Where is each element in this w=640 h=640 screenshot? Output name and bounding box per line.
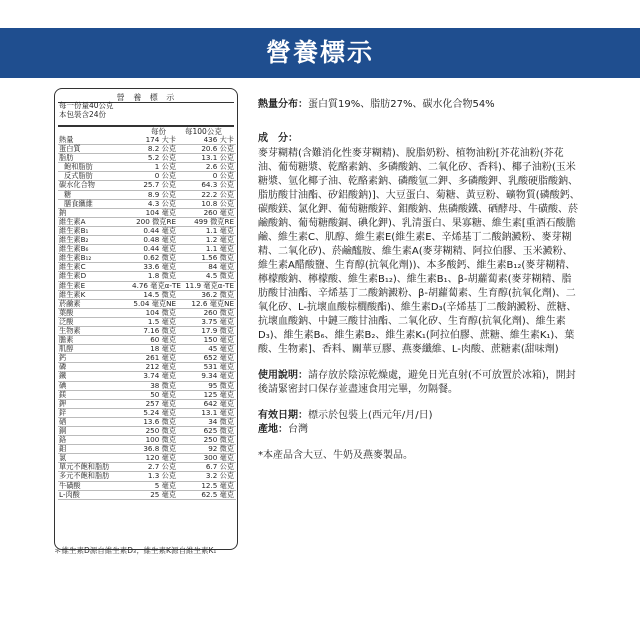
per-serving-value: 38 微克 <box>150 380 176 390</box>
per-100g-value: 531 毫克 <box>203 362 234 372</box>
nutrition-facts-table <box>54 88 238 550</box>
per-serving-value: 0.62 微克 <box>143 253 176 263</box>
per-100g-value: 3.75 毫克 <box>201 316 234 326</box>
nutrient-name: 反式脂肪 <box>64 171 93 181</box>
nutrient-name: 蛋白質 <box>59 144 81 154</box>
product-info-panel <box>258 98 580 463</box>
nutrition-row <box>58 491 236 500</box>
serving-info <box>59 102 114 119</box>
per-serving-value: 5.2 公克 <box>147 153 176 163</box>
per-serving-value: 104 微克 <box>145 307 176 317</box>
nutrient-name: 膽素 <box>59 335 74 345</box>
per-100g-value: 12.5 毫克 <box>201 480 234 490</box>
nutrient-name: 多元不飽和脂肪 <box>59 471 110 481</box>
expiry-text: 標示於包裝上(西元年/月/日) <box>308 410 433 421</box>
servings-per-pack: 本包裝含24份 <box>59 109 107 119</box>
serving-size: 每一份量40公克 <box>59 101 114 110</box>
per-100g-value: 260 微克 <box>203 307 234 317</box>
per-100g-value: 6.7 公克 <box>205 462 234 472</box>
nutrient-name: 維生素B₆ <box>59 244 89 254</box>
per-100g-value: 499 微克RE <box>194 216 234 226</box>
nutrient-name: 維生素B₂ <box>59 235 89 245</box>
per-100g-value: 11.9 毫克α-TE <box>185 280 234 290</box>
per-serving-value: 4.3 公克 <box>147 198 176 208</box>
per-serving-value: 250 微克 <box>145 426 176 435</box>
per-serving-value: 2.7 公克 <box>147 462 176 472</box>
per-100g-value: 2.6 公克 <box>205 162 234 172</box>
nutrient-name: 鈣 <box>59 353 67 363</box>
origin-text: 台灣 <box>288 424 308 435</box>
per-serving-value: 0.48 毫克 <box>143 235 176 245</box>
per-100g-value: 12.6 毫克NE <box>191 298 234 308</box>
nutrient-name: 碳水化合物 <box>59 180 95 190</box>
per-100g-value: 36.2 微克 <box>201 289 234 299</box>
per-100g-value: 22.2 公克 <box>201 189 234 199</box>
per-100g-value: 13.1 毫克 <box>201 407 234 417</box>
origin-label: 產地： <box>258 424 288 435</box>
per-serving-value: 8.9 公克 <box>147 189 176 199</box>
per-serving-value: 14.5 微克 <box>143 289 176 299</box>
per-serving-value: 200 微克RE <box>136 216 176 226</box>
nutrient-name: 維生素B₁ <box>59 225 89 235</box>
nutrition-table-title: 營 養 標 示 <box>116 93 178 102</box>
per-serving-value: 60 毫克 <box>150 335 176 345</box>
nutrient-name: 維生素E <box>59 280 86 290</box>
per-serving-value: 7.16 微克 <box>143 325 176 335</box>
per-100g-value: 1.2 毫克 <box>205 235 234 245</box>
per-100g-value: 652 毫克 <box>203 353 234 363</box>
per-serving-value: 1.5 毫克 <box>147 316 176 326</box>
nutrient-name: 鉀 <box>59 398 67 408</box>
per-serving-value: 0.44 毫克 <box>143 244 176 254</box>
nutrient-name: 碘 <box>59 380 67 390</box>
per-100g-value: 95 微克 <box>208 380 234 390</box>
per-serving-value: 104 毫克 <box>145 207 176 217</box>
nutrient-name: 磷 <box>59 362 67 372</box>
per-100g-value: 260 毫克 <box>203 207 234 217</box>
per-serving-value: 5.04 毫克NE <box>133 298 176 308</box>
nutrient-name: 膳食纖維 <box>64 198 93 208</box>
nutrient-name: 銅 <box>59 426 67 435</box>
nutrient-name: 葉酸 <box>59 307 74 317</box>
per-serving-value: 13.6 微克 <box>143 416 176 426</box>
per-serving-value: 25 毫克 <box>150 489 176 499</box>
column-header-per-serving: 每份 <box>151 127 166 136</box>
per-100g-value: 300 毫克 <box>203 453 234 463</box>
per-serving-value: 212 毫克 <box>145 362 176 372</box>
per-100g-value: 64.3 公克 <box>201 180 234 190</box>
per-100g-value: 3.2 公克 <box>205 471 234 481</box>
per-serving-value: 3.74 毫克 <box>143 371 176 381</box>
nutrient-name: 泛酸 <box>59 316 74 326</box>
nutrient-name: 飽和脂肪 <box>64 162 93 172</box>
calorie-distribution-value: 蛋白質19%、脂肪27%、碳水化合物54% <box>308 99 495 110</box>
per-100g-value: 1.56 微克 <box>201 253 234 263</box>
per-100g-value: 20.6 公克 <box>201 144 234 154</box>
per-serving-value: 1 公克 <box>154 162 176 172</box>
per-100g-value: 150 毫克 <box>203 335 234 345</box>
nutrition-rows <box>58 136 236 500</box>
nutrient-name: 單元不飽和脂肪 <box>59 462 110 472</box>
per-100g-value: 9.34 毫克 <box>201 371 234 381</box>
title-banner <box>0 28 640 78</box>
allergen-note: *本產品含大豆、牛奶及燕麥製品。 <box>258 450 413 461</box>
per-100g-value: 436 大卡 <box>203 135 234 144</box>
per-100g-value: 250 微克 <box>203 435 234 445</box>
per-100g-value: 4.5 微克 <box>205 271 234 281</box>
per-serving-value: 1.3 公克 <box>147 471 176 481</box>
per-100g-value: 84 毫克 <box>208 262 234 272</box>
nutrient-name: 鉬 <box>59 444 67 454</box>
origin <box>258 423 580 437</box>
nutrient-name: 維生素B₁₂ <box>59 253 92 263</box>
per-serving-value: 1.8 微克 <box>147 271 176 281</box>
ingredients-label: 成 分： <box>258 133 298 144</box>
usage-label: 使用說明： <box>258 370 308 381</box>
per-serving-value: 4.76 毫克α-TE <box>132 280 181 290</box>
per-serving-value: 0 公克 <box>154 171 176 181</box>
per-serving-value: 18 毫克 <box>150 344 176 354</box>
per-serving-value: 120 毫克 <box>145 453 176 463</box>
nutrient-name: 氯 <box>59 453 67 463</box>
nutrient-name: 維生素C <box>59 262 86 272</box>
nutrient-name: 鎂 <box>59 389 67 399</box>
nutrient-name: 鐵 <box>59 371 67 381</box>
per-serving-value: 100 微克 <box>145 435 176 445</box>
nutrient-name: 鉻 <box>59 435 67 445</box>
per-serving-value: 50 毫克 <box>150 389 176 399</box>
nutrient-name: 維生素D <box>59 271 87 281</box>
nutrient-name: 生物素 <box>59 325 81 335</box>
expiry-date <box>258 409 580 423</box>
per-100g-value: 62.5 毫克 <box>201 489 234 499</box>
per-serving-value: 36.8 微克 <box>143 444 176 454</box>
per-serving-value: 0.44 毫克 <box>143 225 176 235</box>
per-100g-value: 92 微克 <box>208 444 234 454</box>
per-100g-value: 625 微克 <box>203 426 234 435</box>
nutrient-name: 脂肪 <box>59 153 74 163</box>
nutrient-name: 維生素A <box>59 216 86 226</box>
column-header-per-100g: 每100公克 <box>185 127 222 136</box>
page-title: 營養標示 <box>265 38 374 67</box>
per-serving-value: 257 毫克 <box>145 398 176 408</box>
nutrient-name: 鋅 <box>59 407 67 417</box>
usage-instructions <box>258 369 580 397</box>
ingredients-text: 麥芽糊精(含難消化性麥芽糊精)、脫脂奶粉、植物油粉[芥花油粉(芥花油、葡萄糖漿、乾酪素鈉、多磷酸鈉、二氧化矽、香料)、椰子油粉(玉米糖漿、氫化椰子油、乾酪素鈉、磷酸氫二鉀、多磷酸鉀、乳酸硬脂酸鈉、脂肪酸甘油酯、矽鋁酸鈉)]、大豆蛋白、菊糖、黃豆粉、礦物質(磷酸鈣、碳酸鎂、氯化鉀、葡萄糖酸鋅、鉬酸鈉、焦磷酸鐵、硒酵母、牛磺酸、菸鹼酸鈉、葡萄糖酸銅、碘化鉀)、乳清蛋白、果寡糖、維生素[重酒石酸膽鹼、維生素C、肌醇、維生素E(維生素E、辛烯基丁二酸鈉澱粉、麥芽糊精、二氧化矽)、菸鹼醯胺、維生素A(麥芽糊精、阿拉伯膠、玉米澱粉、維生素A醋酸鹽、生育醇(抗氧化劑))、本多酸鈣、維生素B₁₂(麥芽糊精、檸檬酸鈉、檸檬酸、維生素B₁₂)、維生素B₁、β-胡蘿蔔素(麥芽糊精、脂肪酸甘油酯、辛烯基丁二酸鈉澱粉、β-胡蘿蔔素、生育醇(抗氧化劑)、二氧化矽、L-抗壞血酸棕櫚酸酯)、維生素D₃(辛烯基丁二酸鈉澱粉、蔗糖、抗壞血酸鈉、中鏈三酸甘油酯、二氧化矽、生育醇(抗氧化劑)、維生素D₃)、維生素B₆、維生素B₂、維生素K₁(阿拉伯膠、蔗糖、維生素K₁)、葉酸、生物素]、香料、關華豆膠、燕麥纖維、L-肉酸、蔗糖素(甜味劑) <box>258 148 580 355</box>
per-100g-value: 34 微克 <box>208 416 234 426</box>
expiry-label: 有效日期： <box>258 410 308 421</box>
per-100g-value: 1.1 毫克 <box>205 225 234 235</box>
nutrient-name: L-肉酸 <box>59 489 80 499</box>
nutrient-name: 牛磺酸 <box>59 480 81 490</box>
nutrient-name: 肌醇 <box>59 344 74 354</box>
nutrient-name: 糖 <box>64 189 72 199</box>
per-100g-value: 0 公克 <box>212 171 234 181</box>
per-serving-value: 8.2 公克 <box>147 144 176 154</box>
per-serving-value: 25.7 公克 <box>143 180 176 190</box>
per-100g-value: 13.1 公克 <box>201 153 234 163</box>
per-100g-value: 125 毫克 <box>203 389 234 399</box>
per-100g-value: 10.8 公克 <box>201 198 234 208</box>
per-serving-value: 261 毫克 <box>145 353 176 363</box>
nutrition-footnote: ＊維生素D源自維生素D₃；維生素K源自維生素K₁ <box>54 546 217 555</box>
usage-text: 請存放於陰涼乾燥處，避免日光直射(不可放置於冰箱)，開封後請緊密封口保存並盡速食用完畢，勿隔餐。 <box>258 370 576 395</box>
nutrient-name: 菸鹼素 <box>59 298 81 308</box>
calorie-distribution <box>258 98 580 112</box>
nutrient-name: 鈉 <box>59 207 67 217</box>
per-serving-value: 5.24 毫克 <box>143 407 176 417</box>
per-100g-value: 642 毫克 <box>203 398 234 408</box>
calorie-distribution-label: 熱量分布： <box>258 99 308 110</box>
nutrient-name: 維生素K <box>59 289 86 299</box>
per-100g-value: 17.9 微克 <box>201 325 234 335</box>
per-serving-value: 33.6 毫克 <box>143 262 176 272</box>
per-100g-value: 45 毫克 <box>208 344 234 354</box>
nutrient-name: 熱量 <box>59 135 74 144</box>
per-serving-value: 5 毫克 <box>154 480 176 490</box>
per-serving-value: 174 大卡 <box>145 135 176 144</box>
per-100g-value: 1.1 毫克 <box>205 244 234 254</box>
nutrient-name: 硒 <box>59 416 67 426</box>
